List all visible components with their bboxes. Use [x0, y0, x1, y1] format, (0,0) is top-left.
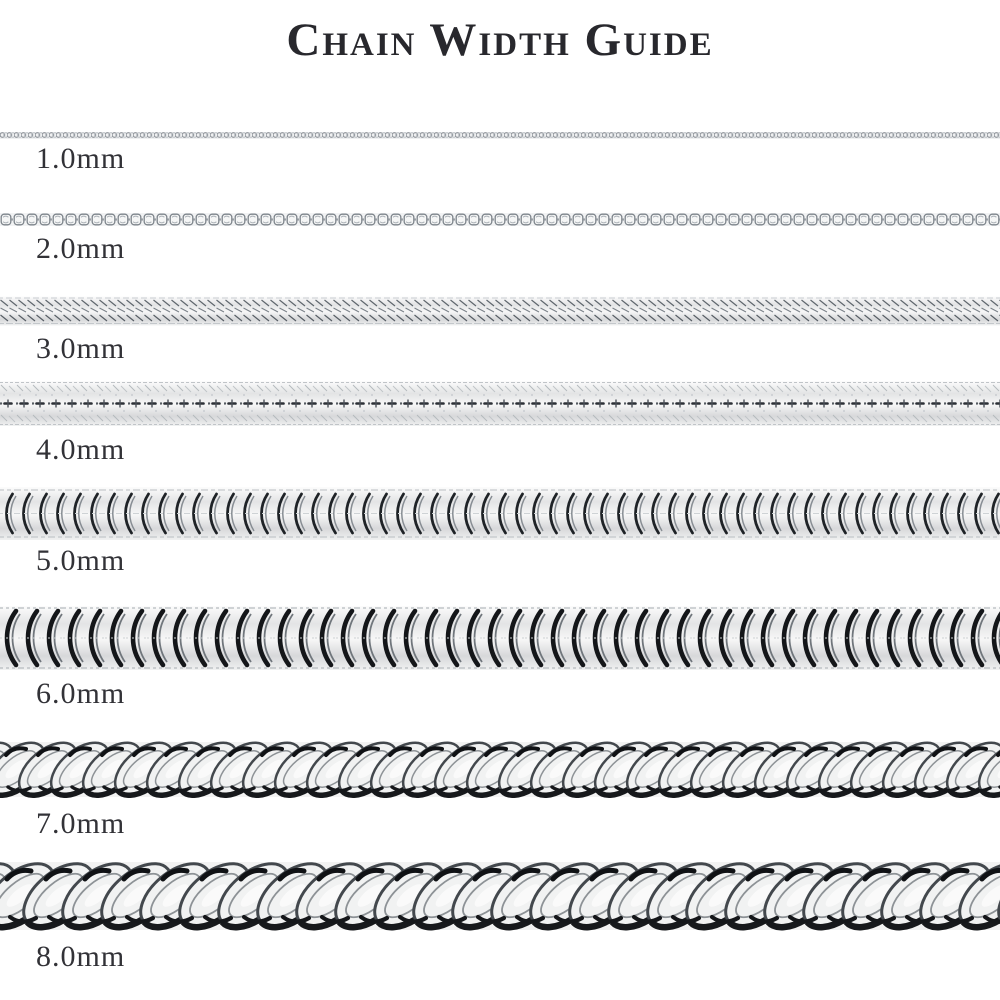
chain-sample-7mm: [0, 733, 1000, 805]
chain-width-label-2mm: 2.0mm: [36, 232, 126, 265]
chain-sample-5mm: [0, 485, 1000, 542]
chain-width-label-7mm: 7.0mm: [36, 807, 126, 840]
page-title: Chain Width Guide: [286, 14, 714, 66]
chain-width-label-1mm: 1.0mm: [36, 142, 126, 175]
chain-sample-2mm: [0, 211, 1000, 228]
chain-width-label-8mm: 8.0mm: [36, 940, 126, 973]
chain-sample-3mm: [0, 295, 1000, 327]
chain-width-label-6mm: 6.0mm: [36, 677, 126, 710]
chain-sample-6mm: [0, 605, 1000, 671]
chain-sample-4mm: [0, 380, 1000, 427]
chain-width-label-5mm: 5.0mm: [36, 544, 126, 577]
chain-sample-8mm: [0, 852, 1000, 939]
chain-width-label-3mm: 3.0mm: [36, 332, 126, 365]
chain-sample-1mm: [0, 129, 1000, 141]
chain-width-label-4mm: 4.0mm: [36, 433, 126, 466]
